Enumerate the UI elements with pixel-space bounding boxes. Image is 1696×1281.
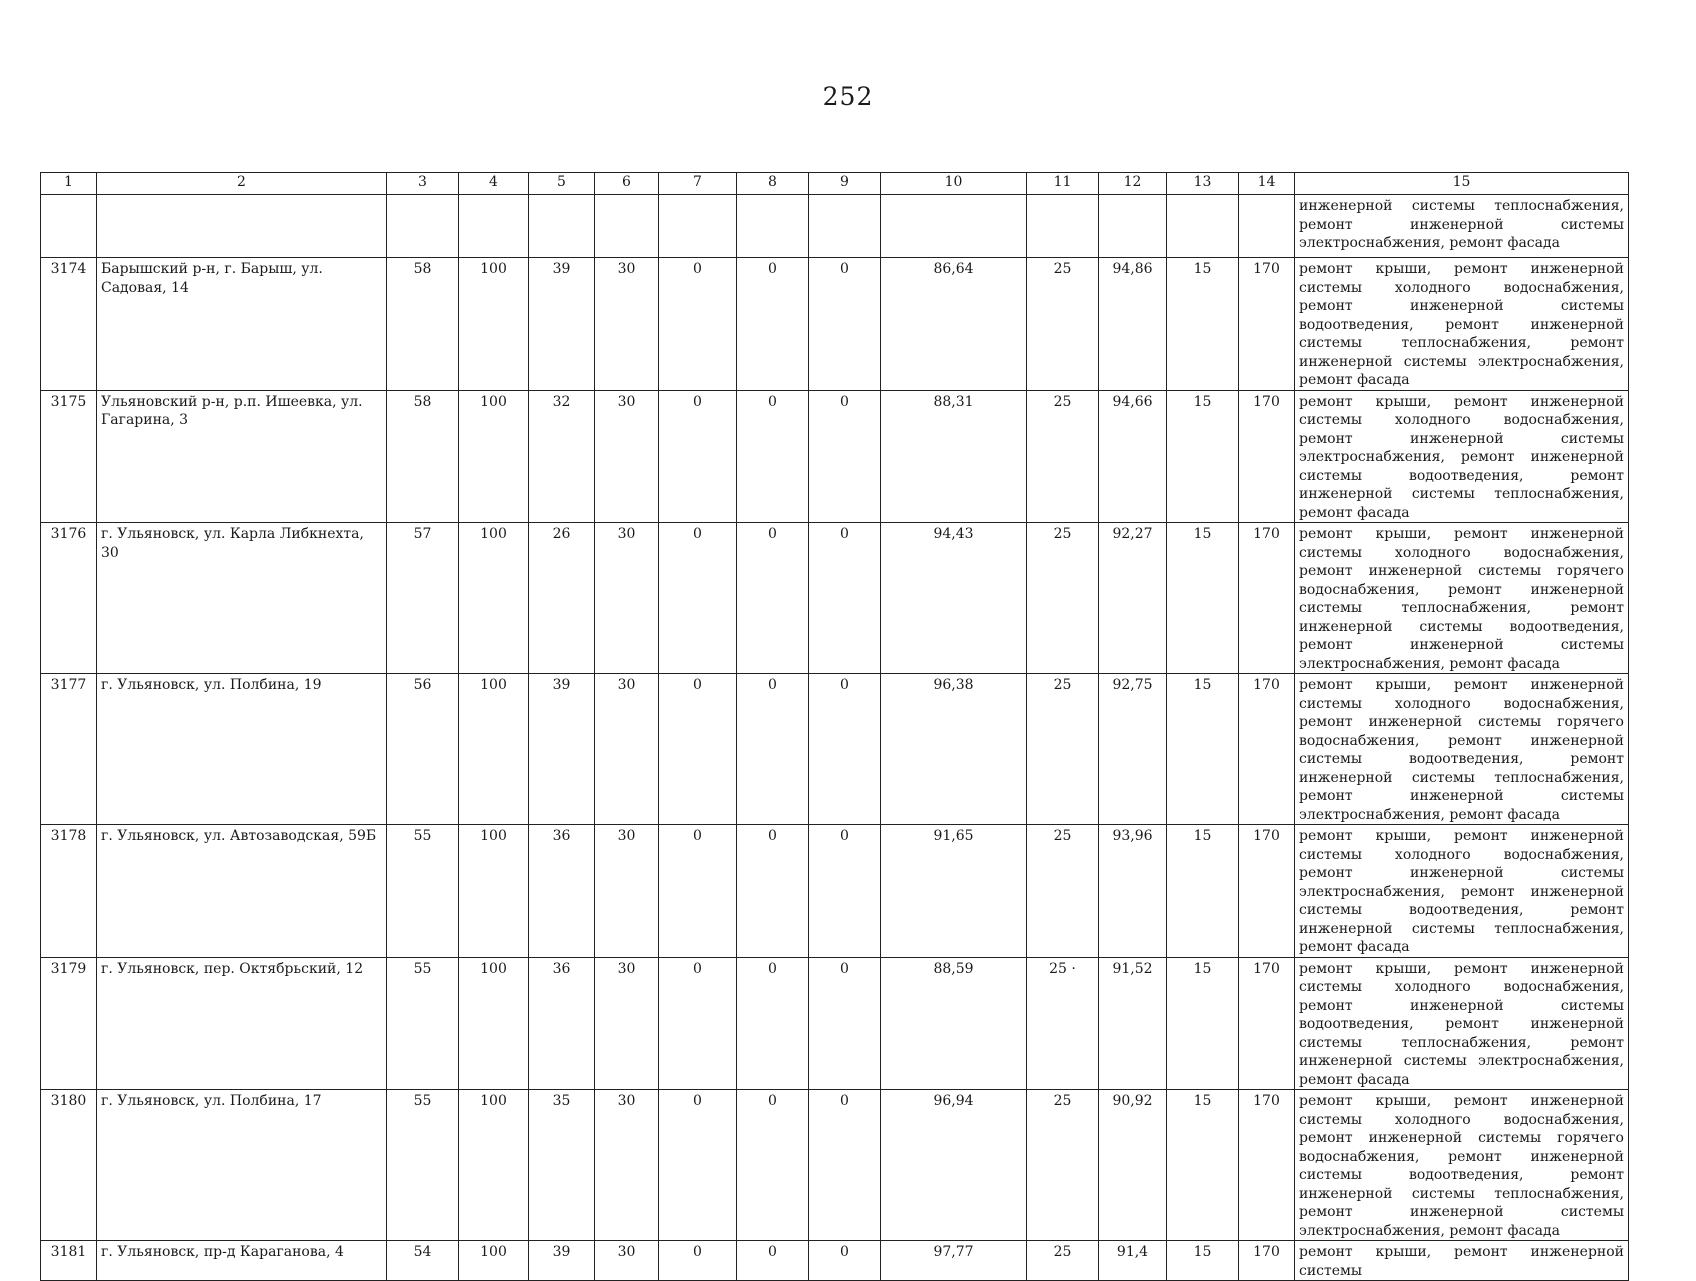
value-cell: 86,64 bbox=[881, 258, 1027, 391]
value-cell: 55 bbox=[387, 825, 459, 958]
value-cell: 100 bbox=[459, 1090, 529, 1241]
value-cell: 35 bbox=[529, 1090, 595, 1241]
works-cell: ремонт крыши, ремонт инженерной системы bbox=[1295, 1241, 1629, 1281]
value-cell: 0 bbox=[737, 258, 809, 391]
address-cell: Ульяновский р-н, р.п. Ишеевка, ул. Гагарина, 3 bbox=[97, 390, 387, 523]
empty-cell bbox=[595, 195, 659, 258]
empty-cell bbox=[1099, 195, 1167, 258]
value-cell: 96,38 bbox=[881, 674, 1027, 825]
column-header-7: 7 bbox=[659, 173, 737, 195]
value-cell: 0 bbox=[737, 1090, 809, 1241]
value-cell: 88,31 bbox=[881, 390, 1027, 523]
value-cell: 170 bbox=[1239, 1241, 1295, 1281]
column-header-4: 4 bbox=[459, 173, 529, 195]
works-cell: ремонт крыши, ремонт инженерной системы холодного водоснабжения, ремонт инженерной системы горячего водоснабжения, ремонт инженерной системы водоотведения, ремонт инженерной системы теплоснабжения, ремонт инженерной системы электроснабжения, ремонт фасада bbox=[1295, 674, 1629, 825]
empty-cell bbox=[737, 195, 809, 258]
table-row bbox=[41, 1090, 1629, 1241]
value-cell: 25 bbox=[1027, 258, 1099, 391]
value-cell: 39 bbox=[529, 1241, 595, 1281]
value-cell: 88,59 bbox=[881, 957, 1027, 1090]
value-cell: 170 bbox=[1239, 674, 1295, 825]
address-cell: г. Ульяновск, ул. Карла Либкнехта, 30 bbox=[97, 523, 387, 674]
value-cell: 0 bbox=[659, 825, 737, 958]
value-cell: 30 bbox=[595, 258, 659, 391]
value-cell: 39 bbox=[529, 674, 595, 825]
works-cell: ремонт крыши, ремонт инженерной системы холодного водоснабжения, ремонт инженерной системы горячего водоснабжения, ремонт инженерной системы теплоснабжения, ремонт инженерной системы водоотведения, ремонт инженерной системы электроснабжения, ремонт фасада bbox=[1295, 523, 1629, 674]
column-header-5: 5 bbox=[529, 173, 595, 195]
address-cell: г. Ульяновск, ул. Полбина, 17 bbox=[97, 1090, 387, 1241]
value-cell: 26 bbox=[529, 523, 595, 674]
value-cell: 54 bbox=[387, 1241, 459, 1281]
table-row bbox=[41, 1241, 1629, 1281]
value-cell: 170 bbox=[1239, 390, 1295, 523]
value-cell: 15 bbox=[1167, 523, 1239, 674]
value-cell: 0 bbox=[809, 390, 881, 523]
empty-cell bbox=[659, 195, 737, 258]
value-cell: 170 bbox=[1239, 957, 1295, 1090]
value-cell: 0 bbox=[737, 390, 809, 523]
value-cell: 0 bbox=[737, 825, 809, 958]
table-row bbox=[41, 957, 1629, 1090]
value-cell: 32 bbox=[529, 390, 595, 523]
column-header-8: 8 bbox=[737, 173, 809, 195]
row-number: 3178 bbox=[41, 825, 97, 958]
value-cell: 0 bbox=[809, 825, 881, 958]
empty-cell bbox=[387, 195, 459, 258]
row-number: 3180 bbox=[41, 1090, 97, 1241]
value-cell: 94,66 bbox=[1099, 390, 1167, 523]
value-cell: 0 bbox=[809, 957, 881, 1090]
value-cell: 0 bbox=[659, 523, 737, 674]
column-header-6: 6 bbox=[595, 173, 659, 195]
empty-cell bbox=[97, 195, 387, 258]
value-cell: 58 bbox=[387, 258, 459, 391]
value-cell: 15 bbox=[1167, 258, 1239, 391]
value-cell: 57 bbox=[387, 523, 459, 674]
value-cell: 170 bbox=[1239, 523, 1295, 674]
data-table bbox=[40, 172, 1629, 1281]
value-cell: 96,94 bbox=[881, 1090, 1027, 1241]
empty-cell bbox=[1027, 195, 1099, 258]
value-cell: 0 bbox=[659, 674, 737, 825]
value-cell: 25 bbox=[1027, 674, 1099, 825]
empty-cell bbox=[881, 195, 1027, 258]
column-header-11: 11 bbox=[1027, 173, 1099, 195]
value-cell: 15 bbox=[1167, 825, 1239, 958]
empty-cell bbox=[1239, 195, 1295, 258]
works-cell: ремонт крыши, ремонт инженерной системы холодного водоснабжения, ремонт инженерной системы водоотведения, ремонт инженерной системы теплоснабжения, ремонт инженерной системы электроснабжения, ремонт фасада bbox=[1295, 957, 1629, 1090]
value-cell: 25 bbox=[1027, 1241, 1099, 1281]
works-cell: инженерной системы теплоснабжения, ремонт инженерной системы электроснабжения, ремонт фасада bbox=[1295, 195, 1629, 258]
row-number: 3181 bbox=[41, 1241, 97, 1281]
address-cell: г. Ульяновск, ул. Полбина, 19 bbox=[97, 674, 387, 825]
column-header-3: 3 bbox=[387, 173, 459, 195]
value-cell: 91,52 bbox=[1099, 957, 1167, 1090]
value-cell: 36 bbox=[529, 957, 595, 1090]
value-cell: 100 bbox=[459, 1241, 529, 1281]
value-cell: 91,65 bbox=[881, 825, 1027, 958]
value-cell: 55 bbox=[387, 1090, 459, 1241]
value-cell: 97,77 bbox=[881, 1241, 1027, 1281]
value-cell: 0 bbox=[737, 674, 809, 825]
continuation-row bbox=[41, 195, 1629, 258]
works-cell: ремонт крыши, ремонт инженерной системы холодного водоснабжения, ремонт инженерной системы горячего водоснабжения, ремонт инженерной системы водоотведения, ремонт инженерной системы теплоснабжения, ремонт инженерной системы электроснабжения, ремонт фасада bbox=[1295, 1090, 1629, 1241]
value-cell: 30 bbox=[595, 523, 659, 674]
value-cell: 100 bbox=[459, 825, 529, 958]
value-cell: 30 bbox=[595, 390, 659, 523]
value-cell: 170 bbox=[1239, 825, 1295, 958]
value-cell: 94,86 bbox=[1099, 258, 1167, 391]
value-cell: 0 bbox=[809, 1241, 881, 1281]
value-cell: 100 bbox=[459, 390, 529, 523]
value-cell: 0 bbox=[659, 258, 737, 391]
value-cell: 30 bbox=[595, 674, 659, 825]
column-header-12: 12 bbox=[1099, 173, 1167, 195]
empty-cell bbox=[1167, 195, 1239, 258]
value-cell: 55 bbox=[387, 957, 459, 1090]
value-cell: 94,43 bbox=[881, 523, 1027, 674]
value-cell: 39 bbox=[529, 258, 595, 391]
value-cell: 0 bbox=[659, 957, 737, 1090]
value-cell: 15 bbox=[1167, 957, 1239, 1090]
column-header-1: 1 bbox=[41, 173, 97, 195]
empty-cell bbox=[41, 195, 97, 258]
row-number: 3177 bbox=[41, 674, 97, 825]
column-header-10: 10 bbox=[881, 173, 1027, 195]
works-cell: ремонт крыши, ремонт инженерной системы холодного водоснабжения, ремонт инженерной системы электроснабжения, ремонт инженерной системы водоотведения, ремонт инженерной системы теплоснабжения, ремонт фасада bbox=[1295, 825, 1629, 958]
table-row bbox=[41, 523, 1629, 674]
value-cell: 90,92 bbox=[1099, 1090, 1167, 1241]
value-cell: 25 bbox=[1027, 825, 1099, 958]
column-header-9: 9 bbox=[809, 173, 881, 195]
table-row bbox=[41, 825, 1629, 958]
column-header-15: 15 bbox=[1295, 173, 1629, 195]
value-cell: 25 bbox=[1027, 390, 1099, 523]
value-cell: 0 bbox=[737, 523, 809, 674]
value-cell: 15 bbox=[1167, 1241, 1239, 1281]
column-header-2: 2 bbox=[97, 173, 387, 195]
value-cell: 0 bbox=[809, 674, 881, 825]
value-cell: 91,4 bbox=[1099, 1241, 1167, 1281]
row-number: 3176 bbox=[41, 523, 97, 674]
value-cell: 36 bbox=[529, 825, 595, 958]
row-number: 3175 bbox=[41, 390, 97, 523]
row-number: 3179 bbox=[41, 957, 97, 1090]
value-cell: 100 bbox=[459, 674, 529, 825]
value-cell: 100 bbox=[459, 258, 529, 391]
works-cell: ремонт крыши, ремонт инженерной системы холодного водоснабжения, ремонт инженерной системы электроснабжения, ремонт инженерной системы водоотведения, ремонт инженерной системы теплоснабжения, ремонт фасада bbox=[1295, 390, 1629, 523]
address-cell: г. Ульяновск, пр-д Караганова, 4 bbox=[97, 1241, 387, 1281]
empty-cell bbox=[459, 195, 529, 258]
value-cell: 100 bbox=[459, 523, 529, 674]
table-row bbox=[41, 674, 1629, 825]
address-cell: г. Ульяновск, ул. Автозаводская, 59Б bbox=[97, 825, 387, 958]
table-row bbox=[41, 258, 1629, 391]
value-cell: 30 bbox=[595, 1241, 659, 1281]
value-cell: 170 bbox=[1239, 258, 1295, 391]
value-cell: 0 bbox=[809, 523, 881, 674]
value-cell: 0 bbox=[659, 1241, 737, 1281]
page-number: 252 bbox=[822, 82, 874, 111]
works-cell: ремонт крыши, ремонт инженерной системы холодного водоснабжения, ремонт инженерной системы водоотведения, ремонт инженерной системы теплоснабжения, ремонт инженерной системы электроснабжения, ремонт фасада bbox=[1295, 258, 1629, 391]
header-row bbox=[41, 173, 1629, 195]
value-cell: 92,75 bbox=[1099, 674, 1167, 825]
value-cell: 58 bbox=[387, 390, 459, 523]
value-cell: 25 bbox=[1027, 523, 1099, 674]
value-cell: 0 bbox=[659, 1090, 737, 1241]
column-header-13: 13 bbox=[1167, 173, 1239, 195]
row-number: 3174 bbox=[41, 258, 97, 391]
value-cell: 92,27 bbox=[1099, 523, 1167, 674]
empty-cell bbox=[529, 195, 595, 258]
value-cell: 30 bbox=[595, 1090, 659, 1241]
value-cell: 56 bbox=[387, 674, 459, 825]
table-row bbox=[41, 390, 1629, 523]
column-header-14: 14 bbox=[1239, 173, 1295, 195]
value-cell: 0 bbox=[737, 1241, 809, 1281]
value-cell: 25 · bbox=[1027, 957, 1099, 1090]
address-cell: г. Ульяновск, пер. Октябрьский, 12 bbox=[97, 957, 387, 1090]
value-cell: 100 bbox=[459, 957, 529, 1090]
value-cell: 15 bbox=[1167, 390, 1239, 523]
value-cell: 30 bbox=[595, 957, 659, 1090]
value-cell: 93,96 bbox=[1099, 825, 1167, 958]
value-cell: 0 bbox=[659, 390, 737, 523]
value-cell: 30 bbox=[595, 825, 659, 958]
value-cell: 0 bbox=[737, 957, 809, 1090]
value-cell: 15 bbox=[1167, 1090, 1239, 1241]
address-cell: Барышский р-н, г. Барыш, ул. Садовая, 14 bbox=[97, 258, 387, 391]
value-cell: 0 bbox=[809, 1090, 881, 1241]
value-cell: 0 bbox=[809, 258, 881, 391]
value-cell: 170 bbox=[1239, 1090, 1295, 1241]
value-cell: 15 bbox=[1167, 674, 1239, 825]
value-cell: 25 bbox=[1027, 1090, 1099, 1241]
empty-cell bbox=[809, 195, 881, 258]
